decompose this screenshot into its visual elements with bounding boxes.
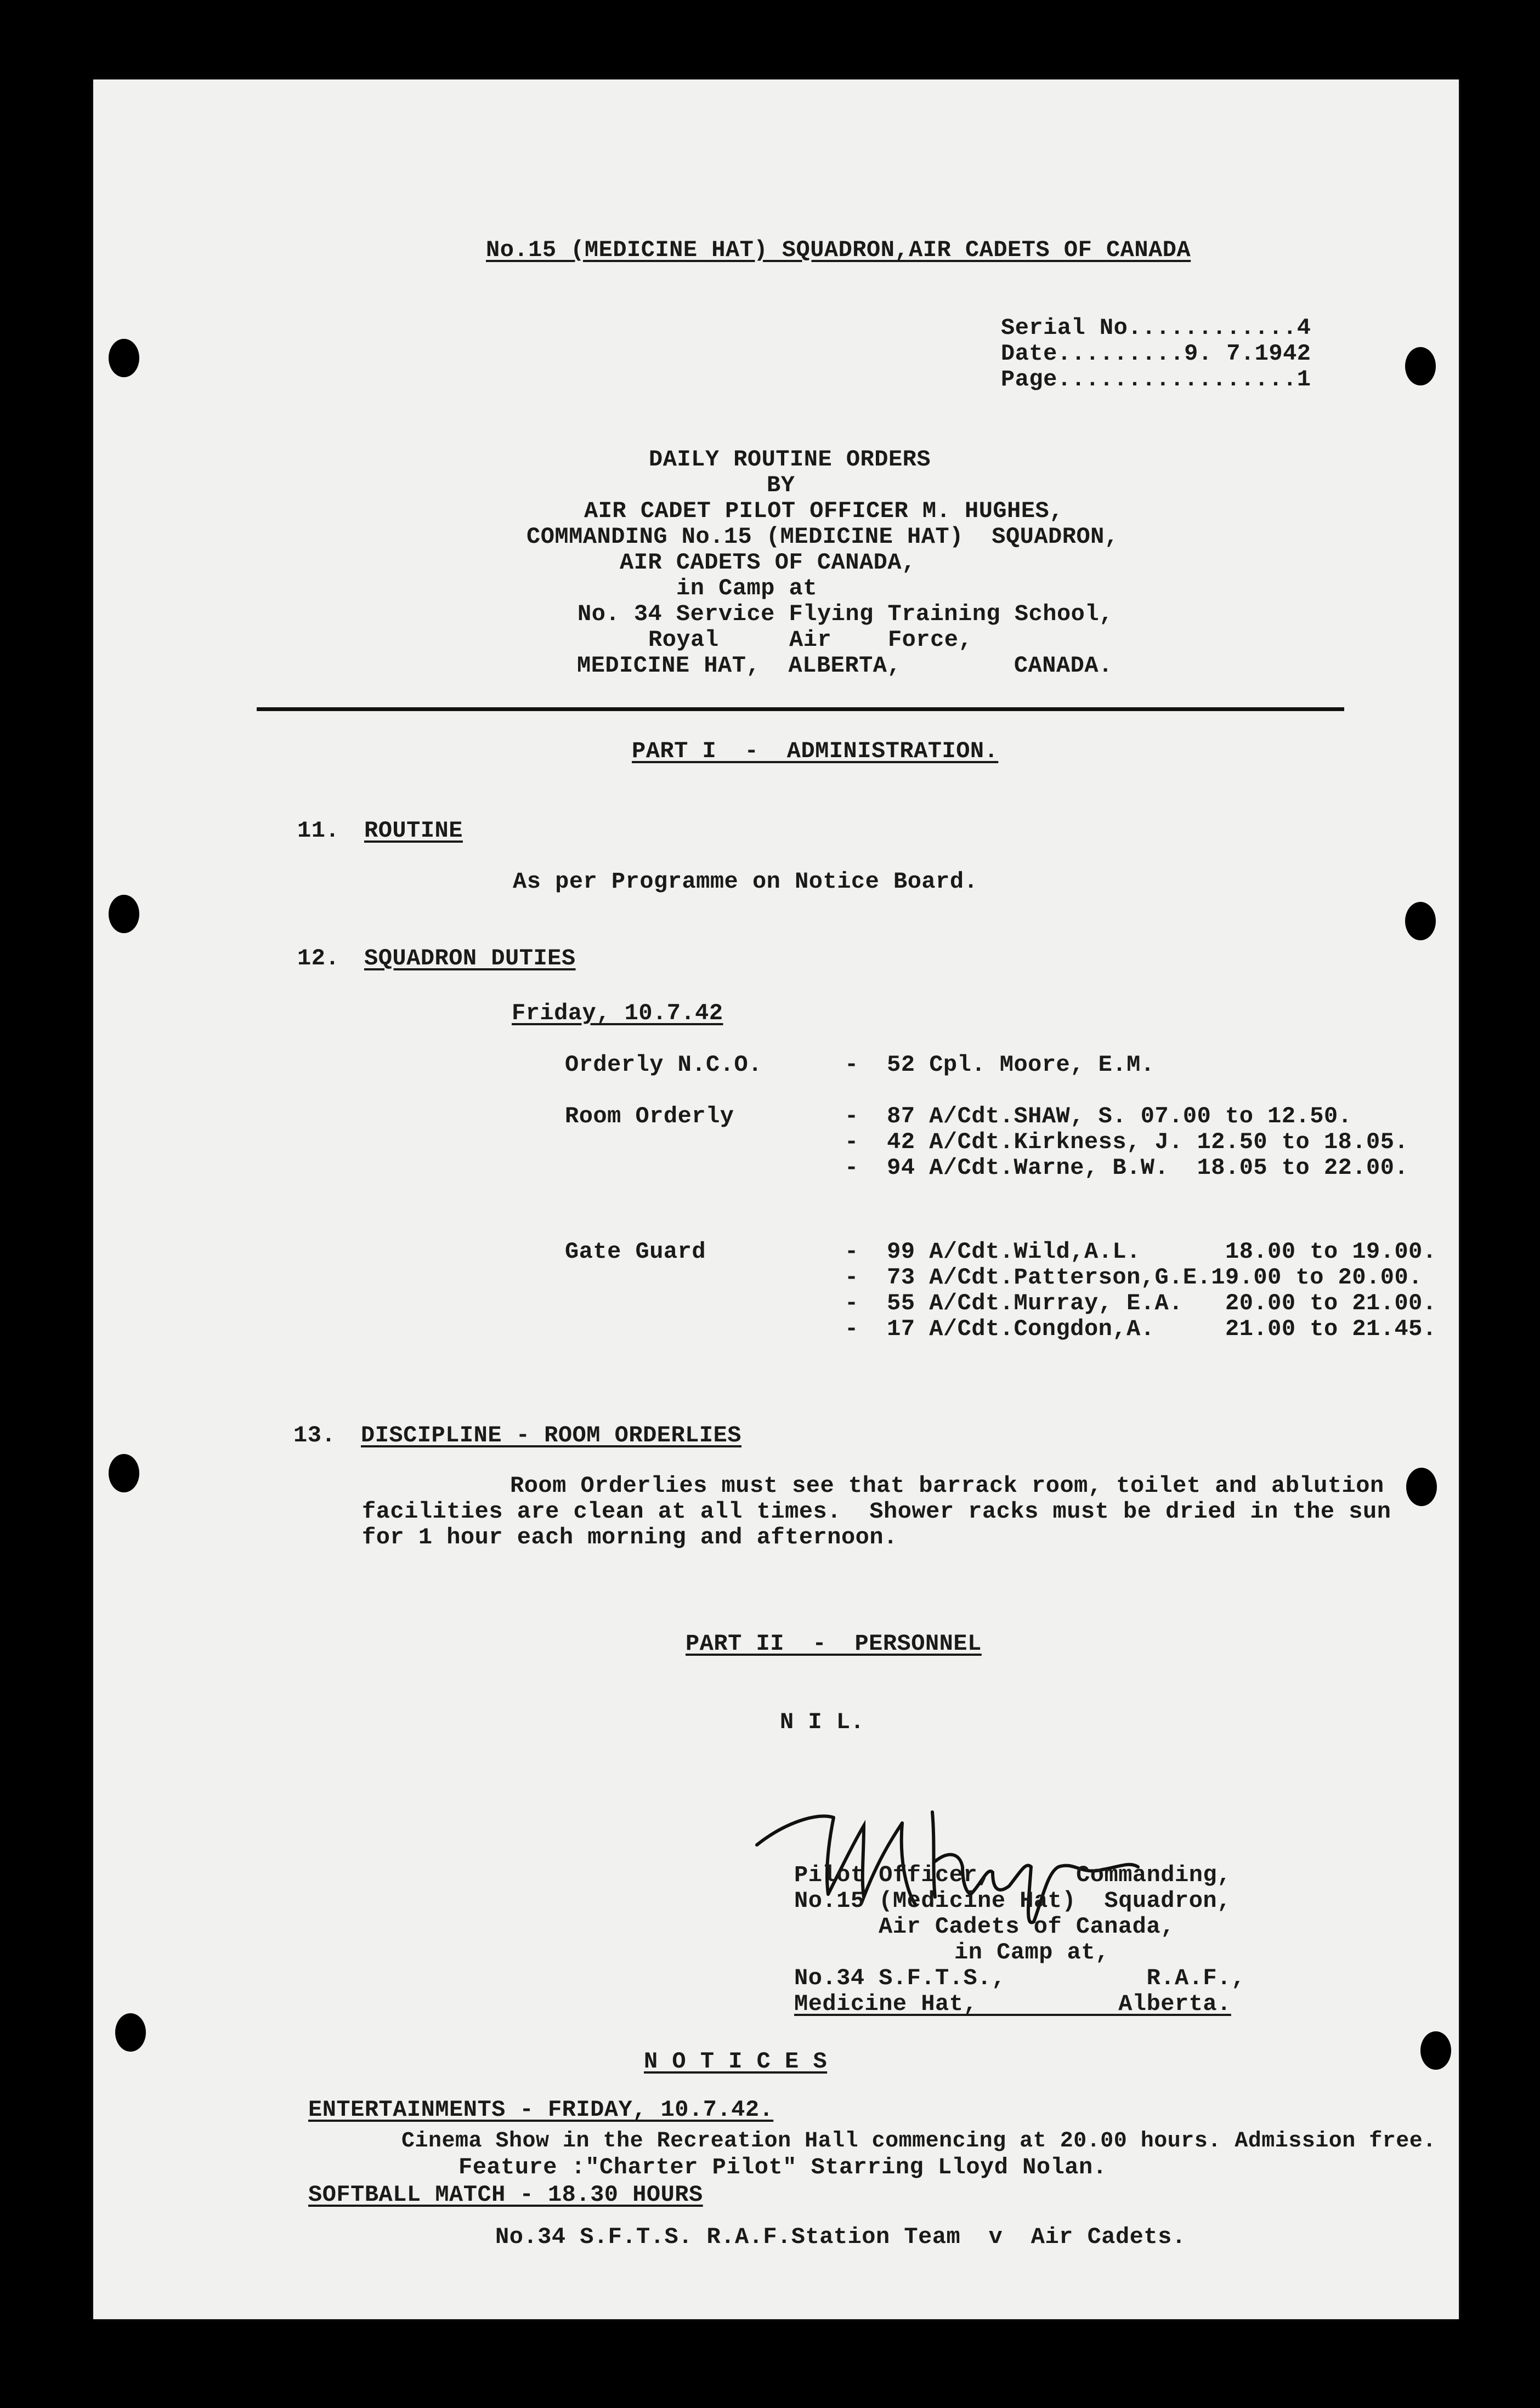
punch-hole [109,895,139,933]
heading-line: No. 34 Service Flying Training School, [578,601,1113,627]
heading-line: AIR CADETS OF CANADA, [620,549,916,576]
signature-line: No.34 S.F.T.S., R.A.F., [794,1965,1245,1991]
part-one-title: PART I - ADMINISTRATION. [632,738,999,764]
punch-hole [1405,902,1436,940]
duty-entry: - 87 A/Cdt.SHAW, S. 07.00 to 12.50. [845,1103,1352,1129]
routine-text: As per Programme on Notice Board. [513,868,978,895]
duty-entry: - 17 A/Cdt.Congdon,A. 21.00 to 21.45. [845,1316,1437,1342]
punch-hole [109,339,139,377]
punch-hole [1420,2031,1451,2070]
heading-line: in Camp at [676,575,818,601]
signature-line: No.15 (Medicine Hat) Squadron, [794,1888,1231,1914]
softball-line: No.34 S.F.T.S. R.A.F.Station Team v Air Cadets. [495,2224,1186,2250]
duty-date: Friday, 10.7.42 [512,1000,723,1026]
signature-line: in Camp at, [954,1939,1109,1966]
serial-number: Serial No............4 [1001,315,1311,341]
part-two-title: PART II - PERSONNEL [686,1631,982,1657]
signature-line: Pilot Officer, Commanding, [794,1862,1231,1888]
section-title-squadron-duties: SQUADRON DUTIES [364,945,576,972]
duty-entry: - 73 A/Cdt.Patterson,G.E.19.00 to 20.00. [845,1264,1423,1291]
punch-hole [1405,347,1436,385]
entertainments-line: Cinema Show in the Recreation Hall commencing at 20.00 hours. Admission free. [401,2129,1436,2154]
section-number: 11. [297,817,340,844]
heading-line: DAILY ROUTINE ORDERS [649,446,931,473]
document-page [93,79,1459,2319]
discipline-text-line: for 1 hour each morning and afternoon. [362,1524,898,1551]
personnel-nil: N I L. [780,1709,865,1735]
softball-heading: SOFTBALL MATCH - 18.30 HOURS [308,2182,703,2208]
punch-hole [115,2013,146,2052]
notices-title: N O T I C E S [644,2048,828,2075]
punch-hole [1406,1468,1437,1506]
heading-line: AIR CADET PILOT OFFICER M. HUGHES, [584,498,1063,524]
section-title-discipline: DISCIPLINE - ROOM ORDERLIES [361,1422,742,1449]
duty-entry: - 99 A/Cdt.Wild,A.L. 18.00 to 19.00. [845,1239,1437,1265]
page-number: Page.................1 [1001,366,1311,393]
section-title-routine: ROUTINE [364,817,463,844]
section-number: 13. [293,1422,336,1449]
horizontal-rule [257,707,1344,711]
duty-entry: - 52 Cpl. Moore, E.M. [845,1052,1155,1078]
discipline-text-line: Room Orderlies must see that barrack room, toilet and ablution [510,1473,1384,1499]
section-number: 12. [297,945,340,972]
discipline-text-line: facilities are clean at all times. Shower racks must be dried in the sun [362,1498,1391,1525]
squadron-title: No.15 (MEDICINE HAT) SQUADRON,AIR CADETS OF CANADA [486,237,1191,263]
orderly-nco-label: Orderly N.C.O. [565,1052,762,1078]
heading-line: Royal Air Force, [648,627,973,653]
heading-line: COMMANDING No.15 (MEDICINE HAT) SQUADRON, [526,524,1119,550]
duty-entry: - 55 A/Cdt.Murray, E.A. 20.00 to 21.00. [845,1290,1437,1316]
entertainments-line: Feature :"Charter Pilot" Starring Lloyd Nolan. [458,2154,1107,2180]
gate-guard-label: Gate Guard [565,1239,706,1265]
heading-line: BY [767,472,795,498]
punch-hole [109,1454,139,1492]
signature-line: Air Cadets of Canada, [879,1913,1175,1940]
order-date: Date.........9. 7.1942 [1001,340,1311,367]
room-orderly-label: Room Orderly [565,1103,734,1129]
duty-entry: - 94 A/Cdt.Warne, B.W. 18.05 to 22.00. [845,1155,1409,1181]
entertainments-heading: ENTERTAINMENTS - FRIDAY, 10.7.42. [308,2097,774,2123]
heading-line: MEDICINE HAT, ALBERTA, CANADA. [577,652,1113,679]
duty-entry: - 42 A/Cdt.Kirkness, J. 12.50 to 18.05. [845,1129,1409,1155]
signature-line: Medicine Hat, Alberta. [794,1991,1231,2017]
